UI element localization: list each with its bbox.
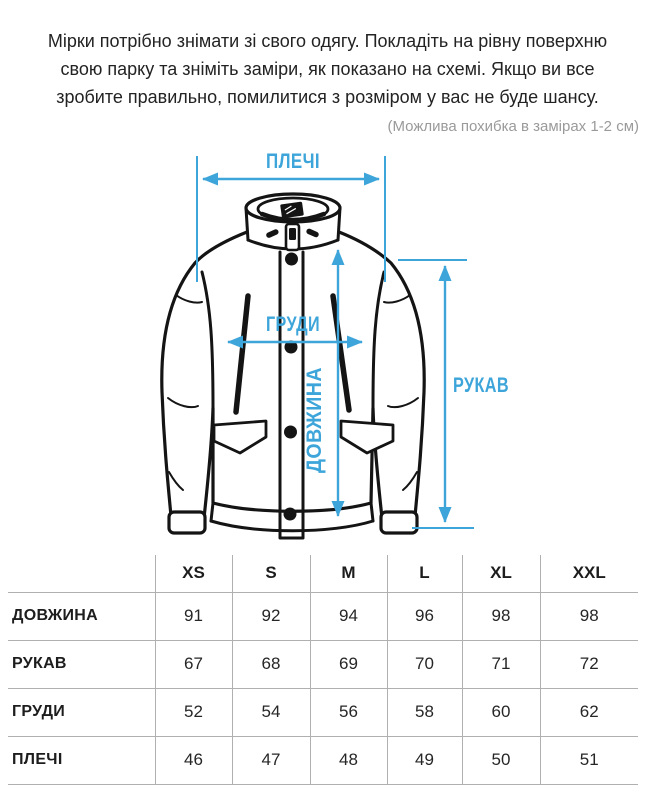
col-header-xl: XL (462, 555, 540, 592)
zipper-pull (289, 228, 296, 240)
cell-value: 71 (462, 640, 540, 688)
collar-band-left (246, 208, 248, 240)
chest-label: ГРУДИ (266, 313, 320, 336)
table-row-sleeve (8, 640, 638, 688)
tolerance-note: (Можлива похибка в замірах 1-2 см) (387, 118, 639, 135)
cell-value: 69 (310, 640, 387, 688)
cell-value: 70 (387, 640, 462, 688)
cell-value: 72 (540, 640, 638, 688)
cell-value: 62 (540, 688, 638, 736)
cell-value: 58 (387, 688, 462, 736)
intro-text: Мірки потрібно знімати зі свого одягу. Покладіть на рівну поверхню свою парку та зніміть заміри, як показано на схемі. Якщо ви все зробите правильно, помилитися з розміром у вас не буде шансу. (47, 31, 608, 107)
cell-value: 54 (232, 688, 310, 736)
cell-value: 68 (232, 640, 310, 688)
cell-value: 56 (310, 688, 387, 736)
cell-value: 48 (310, 736, 387, 784)
cell-value: 94 (310, 592, 387, 640)
size-table-header-row (8, 555, 638, 592)
cell-value: 96 (387, 592, 462, 640)
length-label: ДОВЖИНА (303, 359, 326, 473)
hem-band (211, 521, 373, 531)
cell-value: 47 (232, 736, 310, 784)
cell-value: 92 (232, 592, 310, 640)
cell-value: 91 (155, 592, 232, 640)
table-row-shoulders (8, 736, 638, 784)
cell-value: 60 (462, 688, 540, 736)
hem-left-edge (211, 503, 213, 521)
table-row-chest (8, 688, 638, 736)
col-header-l: L (387, 555, 462, 592)
button (284, 508, 297, 521)
cell-value: 67 (155, 640, 232, 688)
corner-cell (8, 555, 155, 592)
col-header-xs: XS (155, 555, 232, 592)
button (284, 426, 297, 439)
size-table (8, 555, 638, 785)
cell-value: 98 (540, 592, 638, 640)
hem-right-edge (371, 503, 373, 521)
col-header-s: S (232, 555, 310, 592)
sleeve-label: РУКАВ (453, 374, 509, 397)
collar-band-right (338, 208, 340, 240)
cell-value: 52 (155, 688, 232, 736)
cell-value: 49 (387, 736, 462, 784)
left-cuff (169, 512, 205, 533)
row-label: ПЛЕЧІ (12, 751, 63, 768)
col-header-xxl: XXL (540, 555, 638, 592)
button (285, 253, 298, 266)
row-label: РУКАВ (12, 655, 67, 672)
cell-value: 50 (462, 736, 540, 784)
row-label: ГРУДИ (12, 703, 66, 720)
table-row-length (8, 592, 638, 640)
cell-value: 46 (155, 736, 232, 784)
shoulder-label: ПЛЕЧІ (266, 150, 320, 173)
col-header-m: M (310, 555, 387, 592)
row-label: ДОВЖИНА (12, 607, 98, 624)
measurement-diagram (0, 145, 655, 555)
right-cuff (381, 512, 417, 533)
cell-value: 51 (540, 736, 638, 784)
cell-value: 98 (462, 592, 540, 640)
jacket-measurement-svg (0, 145, 655, 555)
